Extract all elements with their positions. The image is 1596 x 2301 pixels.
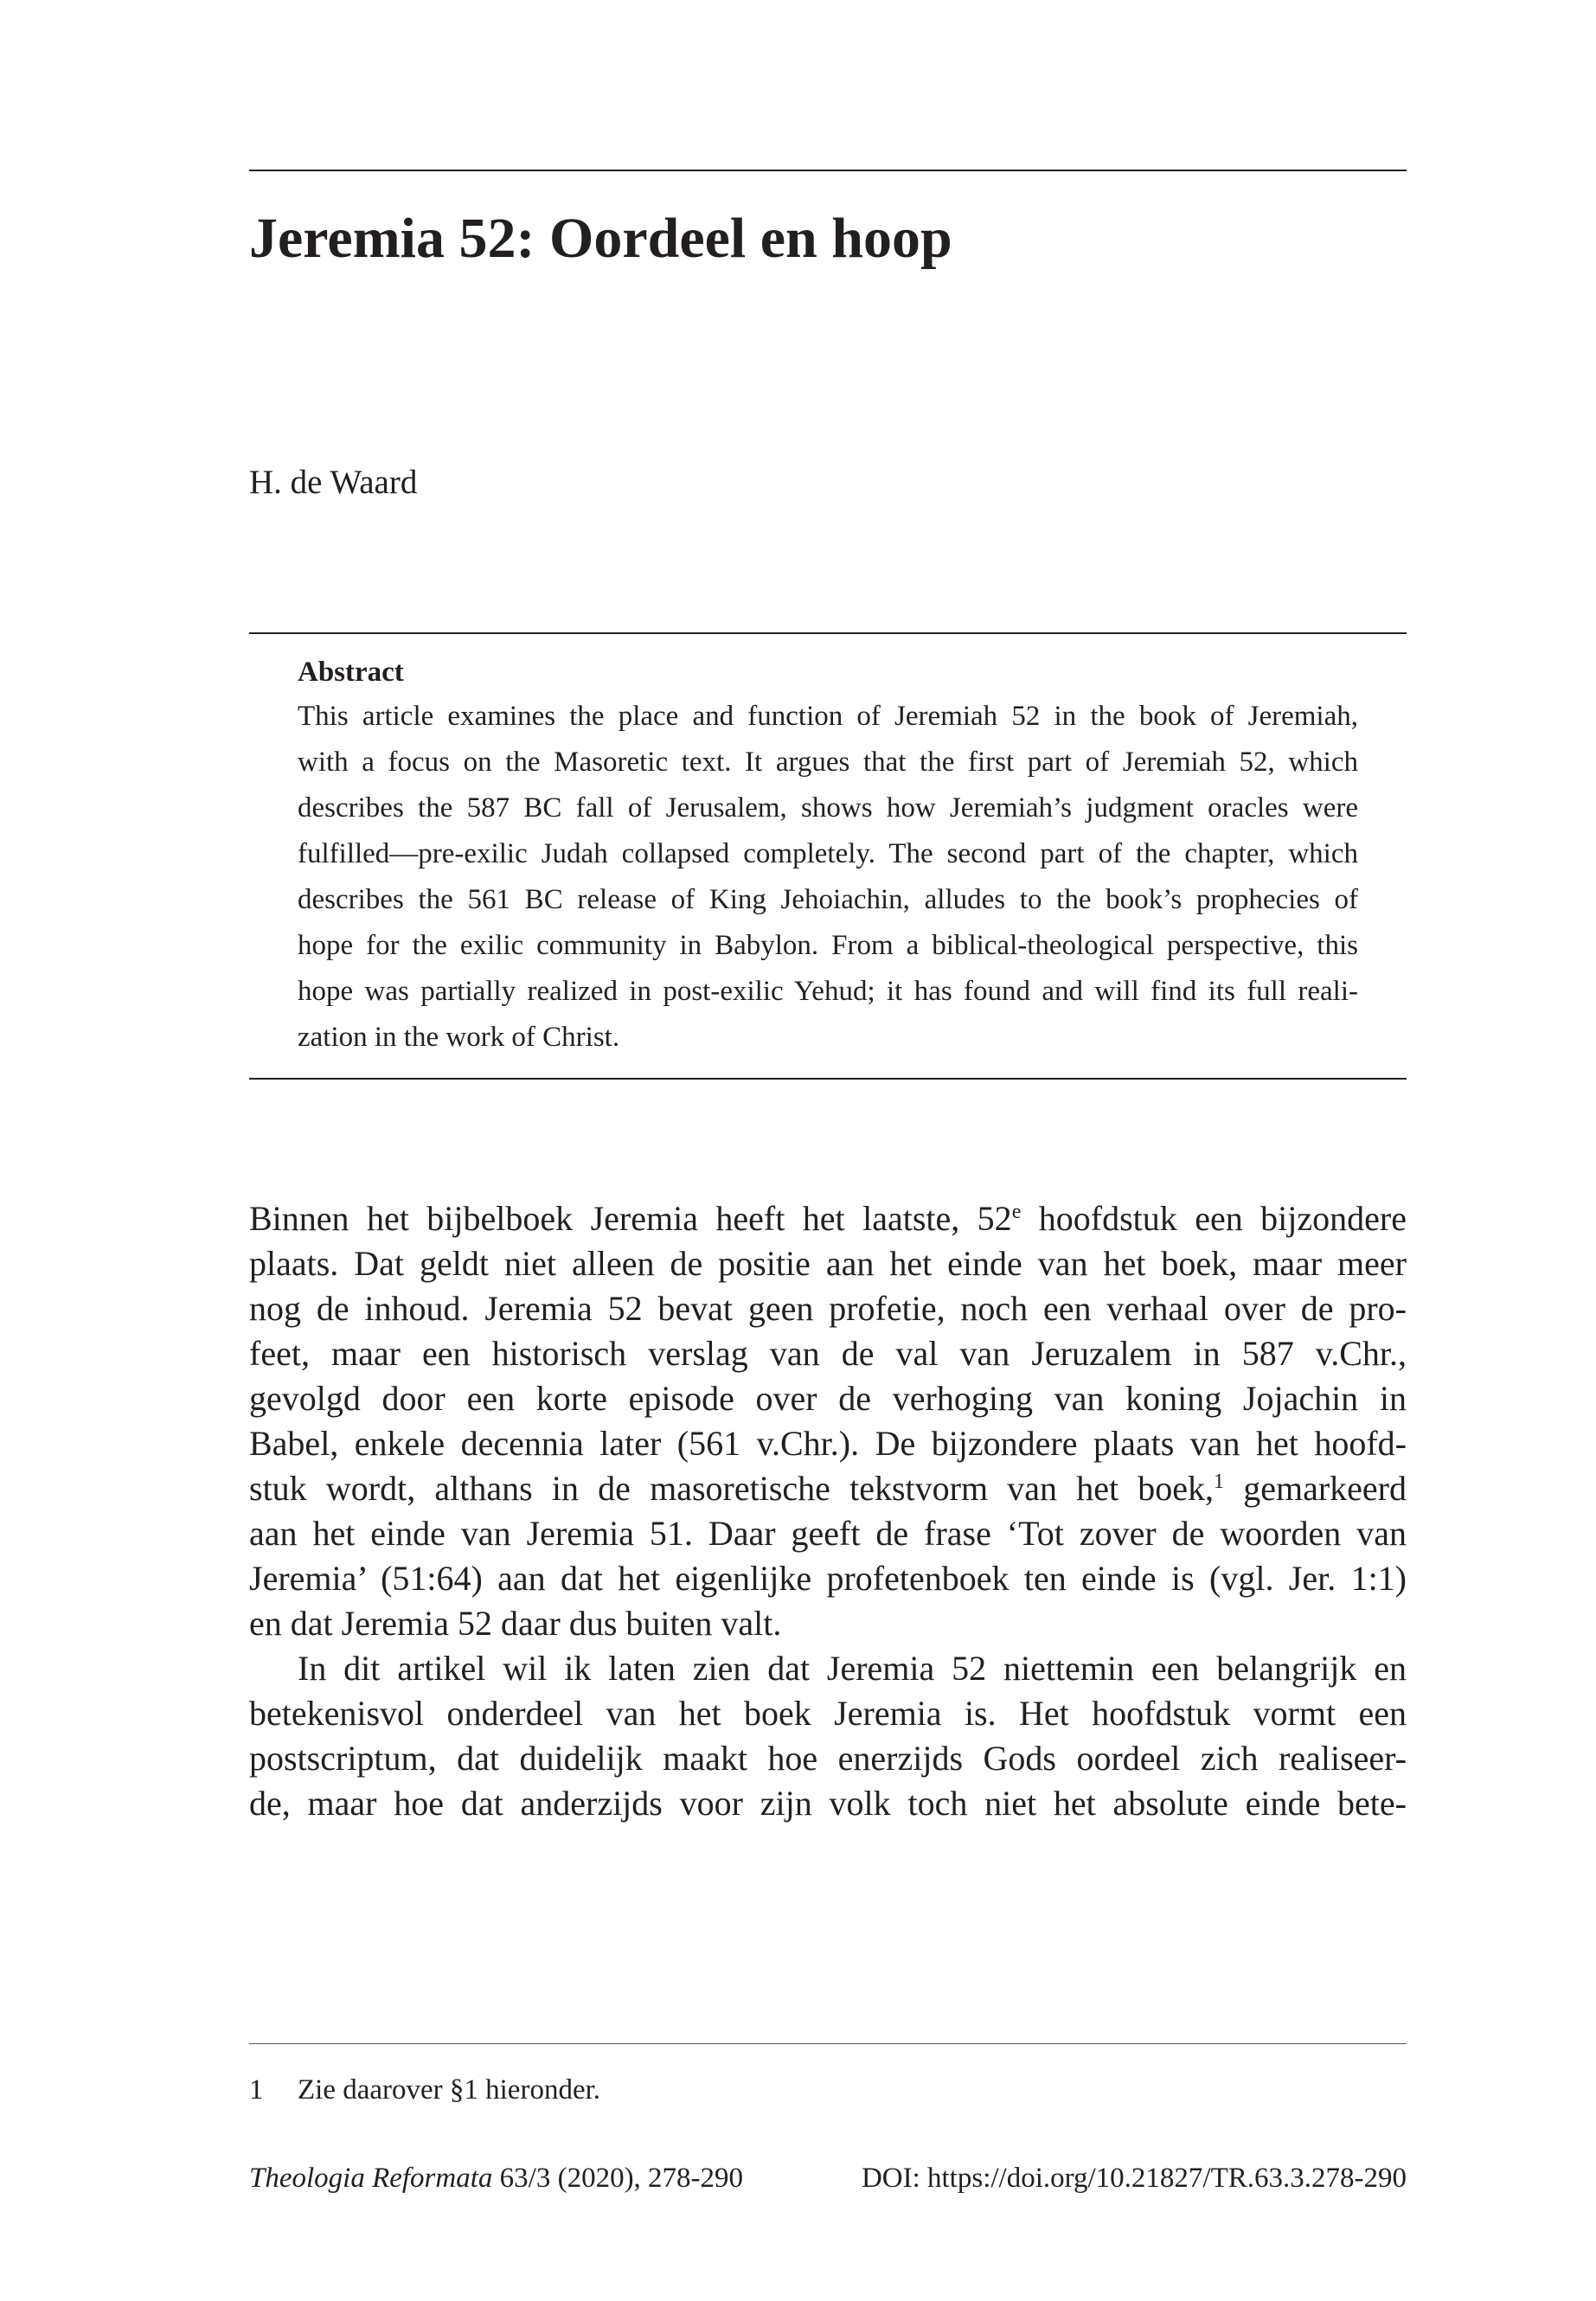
body-text-segment: hoofdstuk een bijzondere bbox=[1021, 1199, 1407, 1238]
abstract-line: hope for the exilic community in Babylon. From a biblical-theological perspective, this bbox=[298, 930, 1358, 961]
article-title: Jeremia 52: Oordeel en hoop bbox=[249, 207, 952, 270]
author-name: H. de Waard bbox=[249, 464, 418, 501]
abstract-line: fulfilled—pre-exilic Judah collapsed completely. The second part of the chapter, which bbox=[298, 838, 1358, 869]
abstract-line: hope was partially realized in post-exilic Yehud; it has found and will find its full reali- bbox=[298, 976, 1358, 1007]
body-text-segment: gemarkeerd bbox=[1224, 1469, 1407, 1508]
body-line: betekenisvol onderdeel van het boek Jeremia is. Het hoofdstuk vormt een bbox=[249, 1694, 1407, 1733]
body-line: de, maar hoe dat anderzijds voor zijn volk toch niet het absolute einde bete- bbox=[249, 1784, 1407, 1823]
doi-link[interactable]: DOI: https://doi.org/10.21827/TR.63.3.278-290 bbox=[861, 2163, 1407, 2194]
body-line: plaats. Dat geldt niet alleen de positie aan het einde van het boek, maar meer bbox=[249, 1244, 1407, 1283]
top-rule bbox=[249, 170, 1407, 171]
body-line: en dat Jeremia 52 daar dus buiten valt. bbox=[249, 1604, 782, 1643]
journal-name: Theologia Reformata bbox=[249, 2163, 493, 2194]
superscript-ordinal: e bbox=[1011, 1201, 1022, 1223]
body-line: In dit artikel wil ik laten zien dat Jeremia 52 niettemin een belangrijk en bbox=[298, 1649, 1407, 1688]
body-line: nog de inhoud. Jeremia 52 bevat geen profetie, noch een verhaal over de pro- bbox=[249, 1289, 1407, 1328]
journal-citation: 63/3 (2020), 278-290 bbox=[492, 2163, 744, 2194]
abstract-line: This article examines the place and function of Jeremiah 52 in the book of Jeremiah, bbox=[298, 701, 1358, 732]
body-text bbox=[249, 1196, 1407, 1826]
body-line: Babel, enkele decennia later (561 v.Chr.). De bijzondere plaats van het hoofd- bbox=[249, 1424, 1407, 1463]
abstract-line: with a focus on the Masoretic text. It argues that the first part of Jeremiah 52, which bbox=[298, 747, 1358, 778]
body-text-segment: stuk wordt, althans in de masoretische tekstvorm van het boek, bbox=[249, 1469, 1215, 1508]
abstract-line: describes the 587 BC fall of Jerusalem, shows how Jeremiah’s judgment oracles were bbox=[298, 792, 1358, 824]
abstract-line: describes the 561 BC release of King Jehoiachin, alludes to the book’s prophecies of bbox=[298, 884, 1358, 915]
body-line: gevolgd door een korte episode over de verhoging van koning Jojachin in bbox=[249, 1379, 1407, 1418]
body-line: aan het einde van Jeremia 51. Daar geeft de frase ‘Tot zover de woorden van bbox=[249, 1514, 1407, 1553]
body-line bbox=[249, 1466, 1407, 1511]
body-text-segment: Binnen het bijbelboek Jeremia heeft het laatste, 52 bbox=[249, 1199, 1012, 1238]
footnote-text: Zie daarover §1 hieronder. bbox=[298, 2074, 601, 2106]
page-footer bbox=[249, 2163, 1407, 2195]
footnote-rule bbox=[249, 2043, 1407, 2044]
abstract-top-rule bbox=[249, 632, 1407, 634]
body-line: postscriptum, dat duidelijk maakt hoe enerzijds Gods oordeel zich realiseer- bbox=[249, 1739, 1407, 1778]
footnote-reference[interactable]: 1 bbox=[1214, 1471, 1225, 1493]
abstract-heading: Abstract bbox=[298, 657, 404, 688]
footnote-number: 1 bbox=[249, 2074, 264, 2106]
body-line: Jeremia’ (51:64) aan dat het eigenlijke profetenboek ten einde is (vgl. Jer. 1:1) bbox=[249, 1559, 1407, 1598]
abstract-block bbox=[298, 651, 1358, 1061]
body-line: feet, maar een historisch verslag van de val van Jeruzalem in 587 v.Chr., bbox=[249, 1334, 1407, 1373]
abstract-line: zation in the work of Christ. bbox=[298, 1022, 620, 1053]
footnote bbox=[249, 2074, 600, 2106]
body-line bbox=[249, 1196, 1407, 1241]
abstract-bottom-rule bbox=[249, 1078, 1407, 1080]
